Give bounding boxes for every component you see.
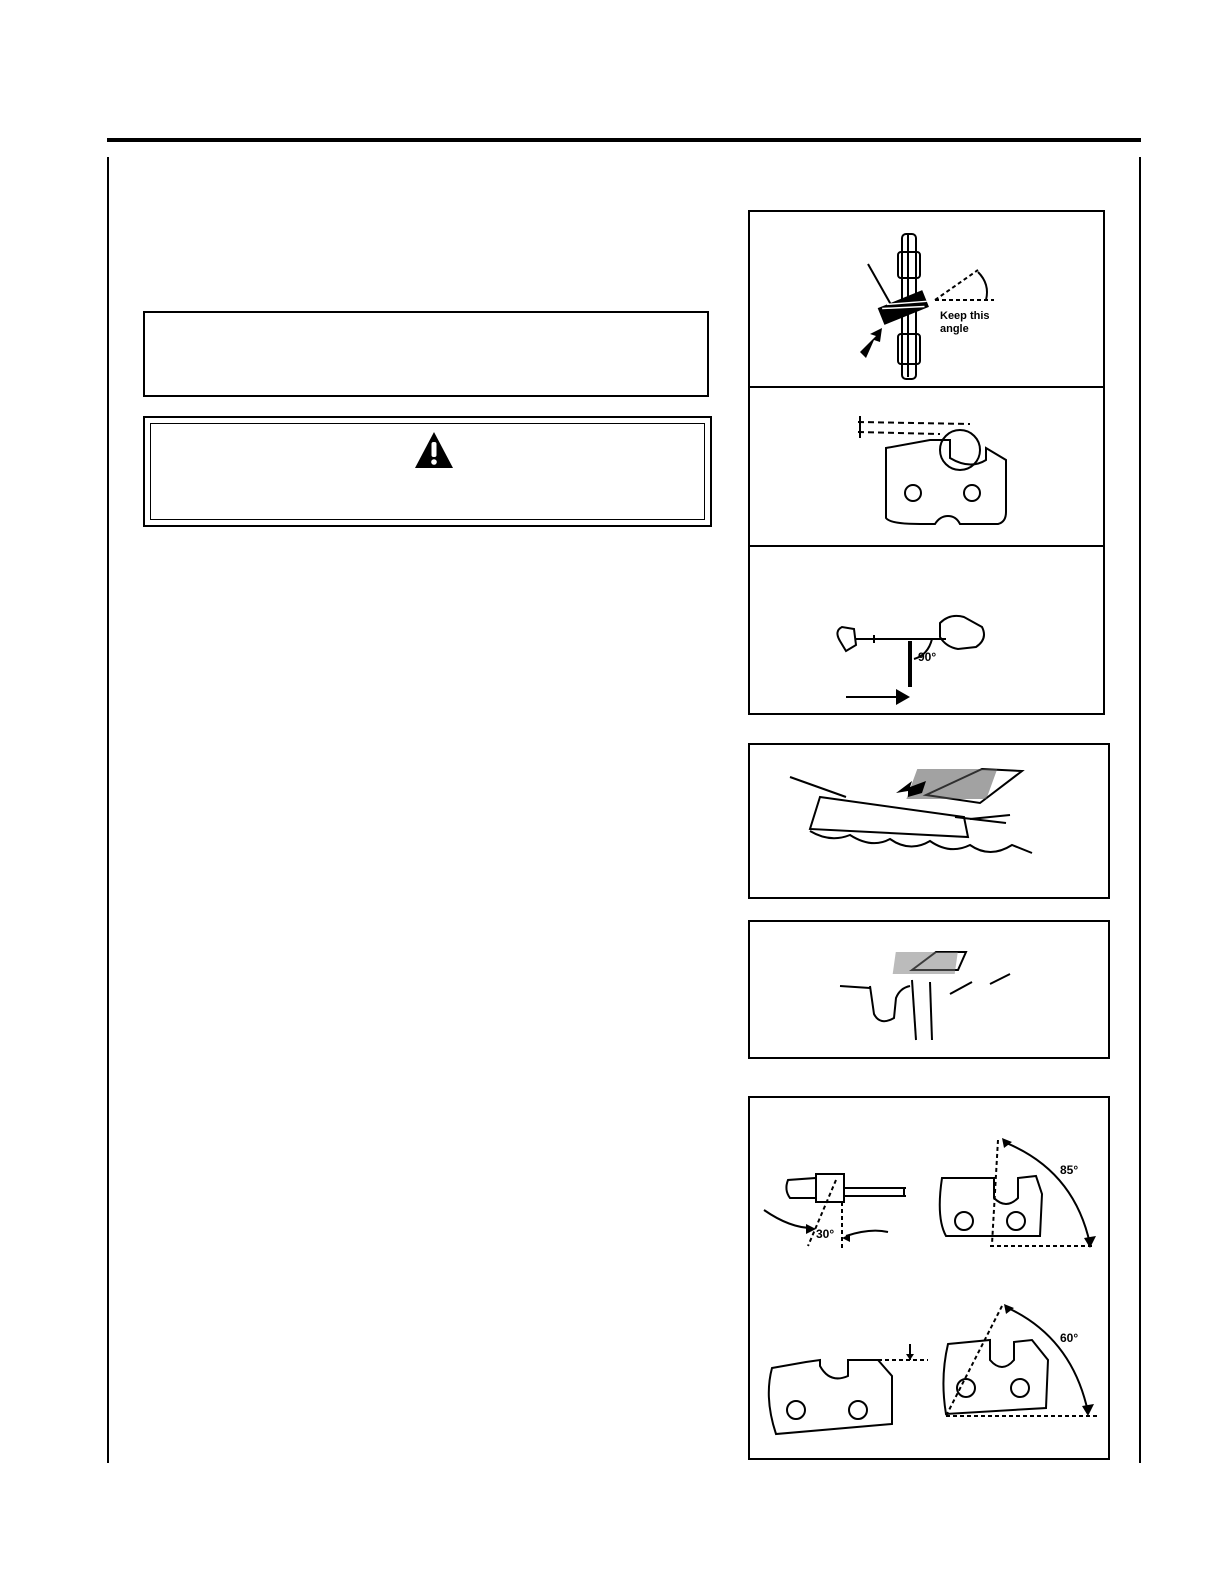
cutter-file-position-illustration: [750, 388, 1107, 546]
right-margin-rule: [1139, 157, 1141, 1463]
keep-angle-label-line1: Keep this: [940, 310, 990, 322]
depth-gauge-tool-illustration: [750, 745, 1112, 901]
notice-box: [143, 311, 709, 397]
file-guide-90-degree-illustration: [750, 547, 1107, 715]
file-angle-illustration: [750, 212, 1107, 386]
figure-depth-gauge-tool: [748, 743, 1110, 899]
warning-box: [143, 416, 712, 527]
warning-box-inner-border: [150, 423, 705, 520]
sixty-degree-label: 60°: [1060, 1331, 1079, 1345]
left-margin-rule: [107, 157, 109, 1463]
cutter-angles-illustration: [750, 1098, 1112, 1462]
ninety-degree-label: 90°: [918, 650, 937, 664]
figure-depth-gauge-profile: [748, 920, 1110, 1059]
figure-cutter-angles: [748, 1096, 1110, 1460]
thirty-degree-label: 30°: [816, 1227, 835, 1241]
eighty-five-degree-label: 85°: [1060, 1163, 1079, 1177]
figure-sharpening-steps: [748, 210, 1105, 715]
top-rule: [107, 138, 1141, 142]
keep-angle-label-line2: angle: [940, 323, 969, 335]
depth-gauge-profile-illustration: [750, 922, 1112, 1061]
warning-triangle-icon: [413, 430, 455, 470]
